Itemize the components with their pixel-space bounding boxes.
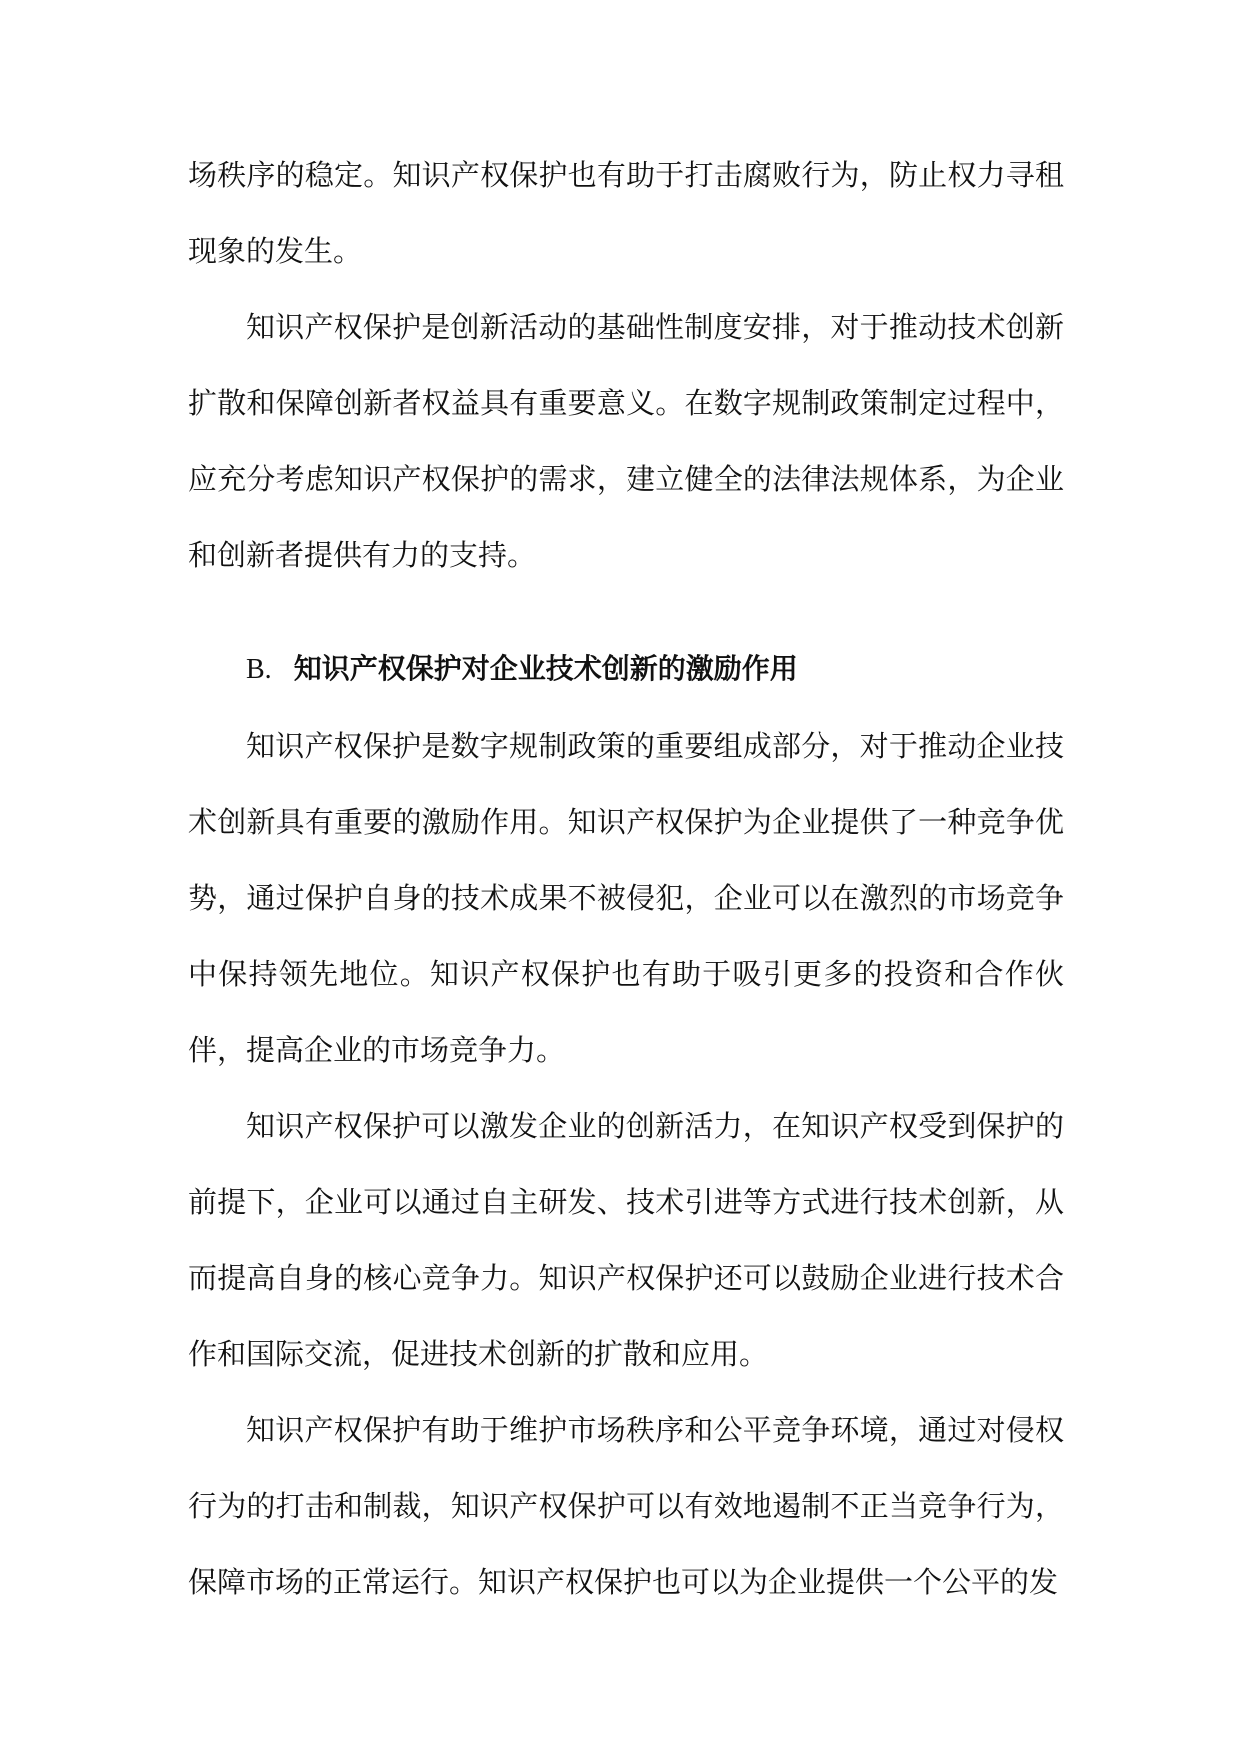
paragraph: 知识产权保护是数字规制政策的重要组成部分，对于推动企业技术创新具有重要的激励作用。知识产权保护为企业提供了一种竞争优势，通过保护自身的技术成果不被侵犯，企业可以在激烈的市场竞争中保持领先地位。知识产权保护也有助于吸引更多的投资和合作伙伴，提高企业的市场竞争力。 [188,729,1064,1067]
document-body [188,137,1064,1620]
section-title: 知识产权保护对企业技术创新的激励作用 [293,652,798,685]
paragraph: 知识产权保护有助于维护市场秩序和公平竞争环境，通过对侵权行为的打击和制裁，知识产权保护可以有效地遏制不正当竞争行为，保障市场的正常运行。知识产权保护也可以为企业提供一个公平的发 [188,1413,1064,1599]
section-number: B. [246,654,272,685]
paragraph: 知识产权保护是创新活动的基础性制度安排，对于推动技术创新扩散和保障创新者权益具有重要意义。在数字规制政策制定过程中，应充分考虑知识产权保护的需求，建立健全的法律法规体系，为企业和创新者提供有力的支持。 [188,310,1064,572]
section-heading [188,593,1064,708]
paragraph: 知识产权保护可以激发企业的创新活力，在知识产权受到保护的前提下，企业可以通过自主研发、技术引进等方式进行技术创新，从而提高自身的核心竞争力。知识产权保护还可以鼓励企业进行技术合作和国际交流，促进技术创新的扩散和应用。 [188,1109,1064,1371]
paragraph-continued: 场秩序的稳定。知识产权保护也有助于打击腐败行为，防止权力寻租现象的发生。 [188,158,1064,268]
